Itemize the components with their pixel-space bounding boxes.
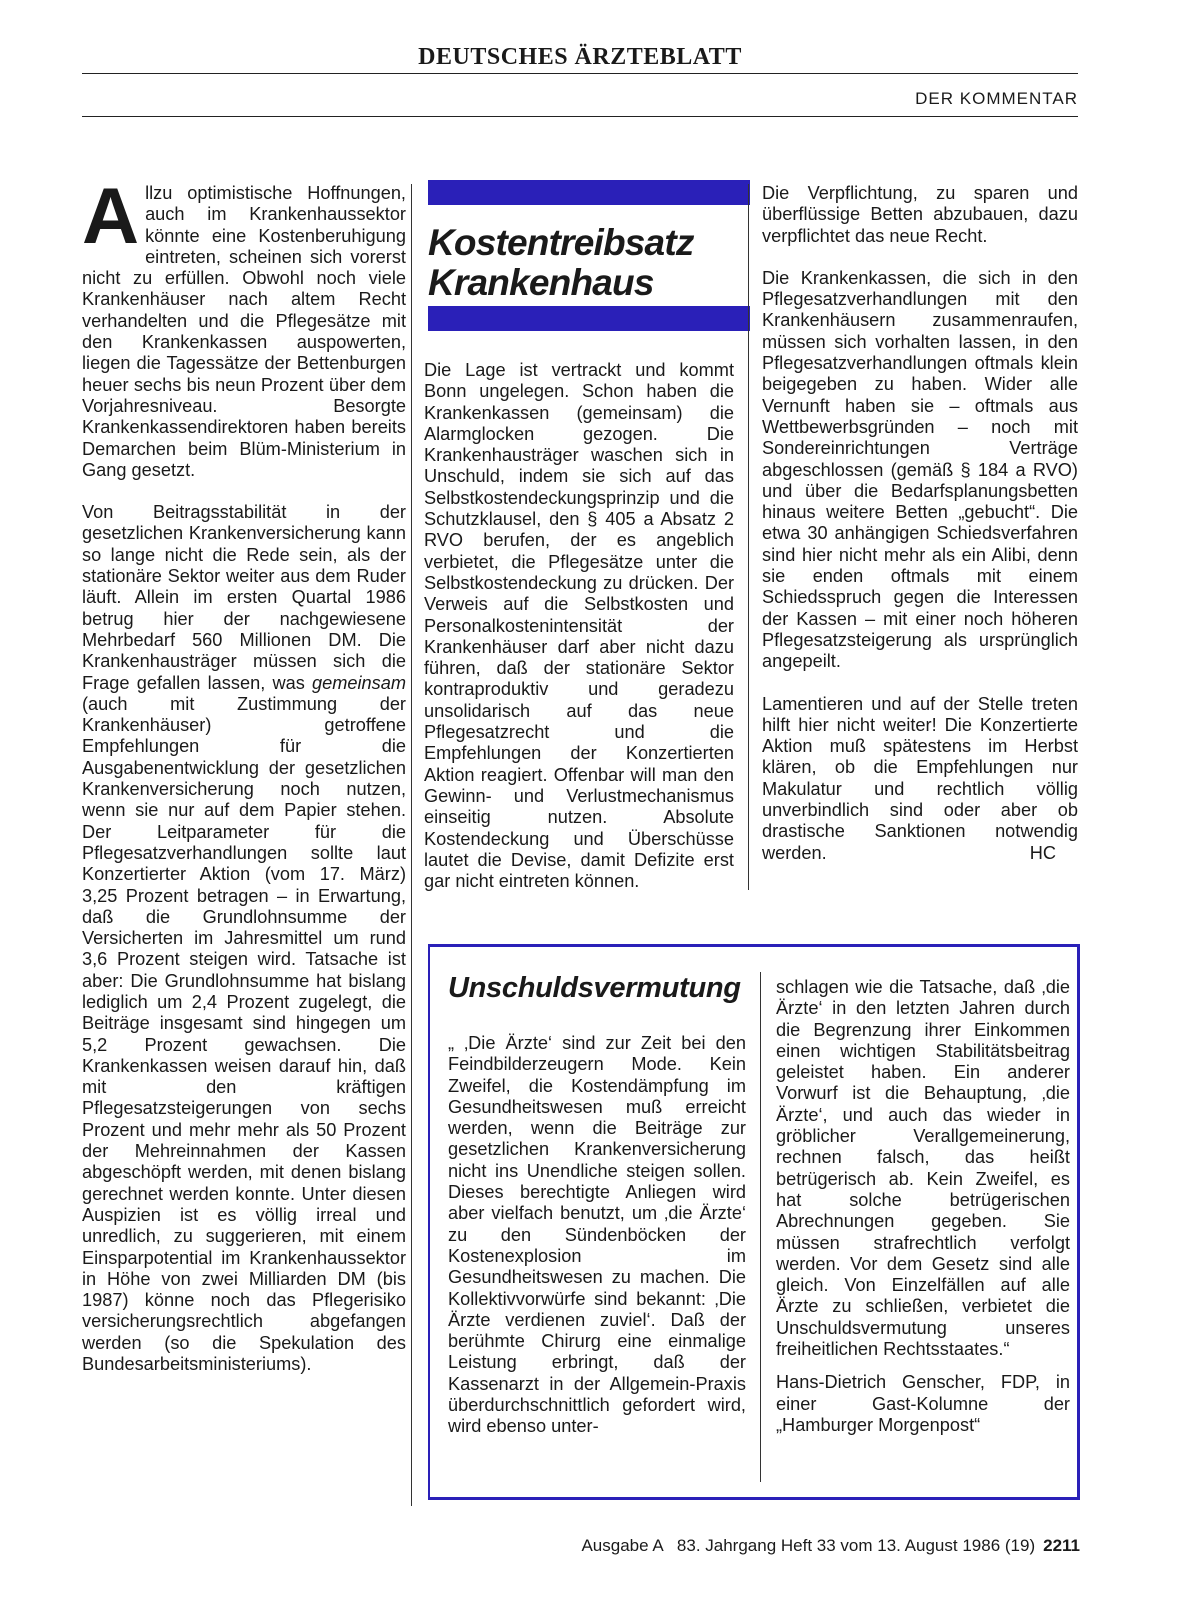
quote-paragraph: „ ‚Die Ärzte‘ sind zur Zeit bei den Feindbilderzeugern Mode. Kein Zweifel, die Kostendämpfung im Gesundheitswesen muß erreicht werden, wenn die Beiträge zur gesetzlichen Krankenversicherung nicht ins Unendliche steigen sollen. Dieses berechtigte Anliegen wird aber vielfach benutzt, um ‚die Ärzte‘ zu den Sündenböcken der Kostenexplosion im Gesundheitswesen zu machen. Die Kollektivvorwürfe sind bekannt: ‚Die Ärzte verdienen zuviel‘. Daß der berühmte Chirurg eine einmalige Leistung erbringt, daß der Kassenarzt in der Allgemein-Praxis überdurchschnittlich gefordert wird, wird ebenso unter- xyxy=(448,1033,746,1437)
quote-paragraph: schlagen wie die Tatsache, daß ‚die Ärzte‘ in den letzten Jahren durch die Begrenzung ihrer Einkommen einen wichtigen Stabilitätsbeitrag geleistet haben. Ein anderer Vorwurf ist die Behauptung, ‚die Ärzte‘, und auch das wieder in gröblicher Verallgemeinerung, rechnen falsch, das heißt betrügerisch ab. Kein Zweifel, es hat solche betrügerischen Abrechnungen gegeben. Sie müssen strafrechtlich verfolgt werden. Vor dem Gesetz sind alle gleich. Von Einzelfällen auf alle Ärzte zu schließen, verbietet die Unschuldsvermutung unseres freiheitlichen Rechtsstaates.“ xyxy=(776,977,1070,1360)
article-paragraph: Die Krankenkassen, die sich in den Pflegesatzverhandlungen mit den Krankenhäusern zusammenraufen, müssen sich vorhalten lassen, in den Pflegesatzverhandlungen oftmals klein beigegeben zu haben. Wider alle Vernunft haben sie – oftmals aus Wettbewerbsgründen – noch mit Sondereinrichtungen Verträge abgeschlossen (gemäß § 184 a RVO) und über die Bedarfsplanungsbetten hinaus weitere Betten „gebucht“. Die etwa 30 anhängigen Schiedsverfahren sind hier nicht mehr als ein Alibi, denn sie enden oftmals mit einem Schiedsspruch gegen die Interessen der Kassen – mit einer noch höheren Pflegesatzsteigerung als ursprünglich angepeilt. xyxy=(762,267,1078,672)
emphasis-text: gemeinsam xyxy=(311,672,406,693)
author-initials: HC xyxy=(1029,842,1056,863)
headline-bar-bottom xyxy=(428,306,750,331)
quote-column-2 xyxy=(776,977,1070,1436)
masthead: DEUTSCHES ÄRZTEBLATT xyxy=(418,44,742,70)
quote-column-1 xyxy=(448,1033,746,1438)
quote-column-divider xyxy=(760,972,761,1482)
article-column-1 xyxy=(82,171,406,1375)
headline xyxy=(428,223,758,303)
headline-line: Kostentreibsatz xyxy=(428,222,694,263)
masthead-rule xyxy=(82,73,1078,74)
article-paragraph: Die Verpflichtung, zu sparen und überflüssige Betten abzubauen, dazu verpflichtet das neue Recht. xyxy=(762,183,1078,246)
article-paragraph xyxy=(82,502,406,1375)
paragraph-text: Lamentieren und auf der Stelle treten hilft hier nicht weiter! Die Konzertierte Aktion muß spätestens im Herbst klären, ob die Empfehlungen nur Makulatur und rechtlich völlig unverbindlich sind oder aber ob drastische Sanktionen notwendig werden. xyxy=(762,693,1078,863)
paragraph-text: Von Beitragsstabilität in der gesetzlichen Krankenversicherung kann so lange nicht die Rede sein, als der stationäre Sektor weiter aus dem Ruder läuft. Allein im ersten Quartal 1986 betrug hier der nachgewiesene Mehrbedarf 560 Millionen DM. Die Krankenhausträger müssen sich die Frage gefallen lassen, was xyxy=(82,502,406,693)
column-divider xyxy=(748,184,749,890)
article-paragraph xyxy=(762,694,1078,864)
drop-cap: A xyxy=(82,171,140,260)
article-paragraph xyxy=(82,171,406,481)
section-label: DER KOMMENTAR xyxy=(915,89,1078,108)
quote-attribution: Hans-Dietrich Genscher, FDP, in einer Gast-Kolumne der „Hamburger Morgenpost“ xyxy=(776,1372,1070,1435)
article-column-2 xyxy=(424,360,734,892)
page-number: 2211 xyxy=(1043,1536,1080,1555)
page-footer xyxy=(581,1536,1080,1556)
column-divider xyxy=(411,184,412,1506)
issue-info: Ausgabe A 83. Jahrgang Heft 33 vom 13. August 1986 (19) xyxy=(581,1536,1036,1555)
headline-bar-top xyxy=(428,180,750,205)
quote-box-title: Unschuldsvermutung xyxy=(448,972,741,1004)
article-column-3 xyxy=(762,183,1078,864)
paragraph-text: llzu optimistische Hoffnungen, auch im Krankenhaussektor könnte eine Kostenberuhigung eintreten, scheinen sich vorerst nicht zu erfüllen. Obwohl noch viele Krankenhäuser nach altem Recht verhandelten und die Pflegesätze mit den Krankenkassen auspowerten, liegen die Tagessätze der Bettenburgen heuer sechs bis neun Prozent über dem Vorjahresniveau. Besorgte Krankenkassendirektoren haben bereits Demarchen beim Blüm-Ministerium in Gang gesetzt. xyxy=(82,183,406,480)
article-paragraph: Die Lage ist vertrackt und kommt Bonn ungelegen. Schon haben die Krankenkassen (gemeinsam) die Alarmglocken gezogen. Die Krankenhausträger waschen sich in Unschuld, indem sie sich auf das Selbstkostendeckungsprinzip und die Schutzklausel, den § 405 a Absatz 2 RVO berufen, der es angeblich verbietet, die Pflegesätze unter die Selbstkostendeckung zu drücken. Der Verweis auf die Selbstkosten und Personalkostenintensität der Krankenhäuser darf aber nicht dazu führen, daß der stationäre Sektor kontraproduktiv und geradezu unsolidarisch auf das neue Pflegesatzrecht und die Empfehlungen der Konzertierten Aktion reagiert. Offenbar will man den Gewinn- und Verlustmechanismus einseitig nutzen. Absolute Kostendeckung und Überschüsse lautet die Devise, damit Defizite erst gar nicht eintreten können. xyxy=(424,360,734,892)
paragraph-text: (auch mit Zustimmung der Krankenhäuser) getroffene Empfehlungen für die Ausgabenentwicklung der gesetzlichen Krankenversicherung noch nutzen, wenn sie nur auf dem Papier stehen. Der Leitparameter für die Pflegesatzverhandlungen sollte laut Konzertierter Aktion (vom 17. März) 3,25 Prozent betragen – in Erwartung, daß die Grundlohnsumme der Versicherten im Jahresmittel um rund 3,6 Prozent steigen wird. Tatsache ist aber: Die Grundlohnsumme hat bislang lediglich um 2,4 Prozent zugelegt, die Beiträge insgesamt sind hingegen um 5,2 Prozent gewachsen. Die Krankenkassen weisen darauf hin, daß mit den kräftigen Pflegesatzsteigerungen von sechs Prozent und mehr mehr als 50 Prozent der Mehreinnahmen der Kassen abgeschöpft werden, mit denen bislang gerechnet werden konnte. Unter diesen Auspizien ist es völlig irreal und unredlich, zu suggerieren, mit einem Einsparpotential im Krankenhaussektor in Höhe von zwei Milliarden DM (bis 1987) könne noch das Pflegerisiko versicherungsrechtlich abgefangen werden (so die Spekulation des Bundesarbeitsministeriums). xyxy=(82,693,406,1375)
section-rule xyxy=(82,116,1078,117)
headline-line: Krankenhaus xyxy=(428,262,654,303)
